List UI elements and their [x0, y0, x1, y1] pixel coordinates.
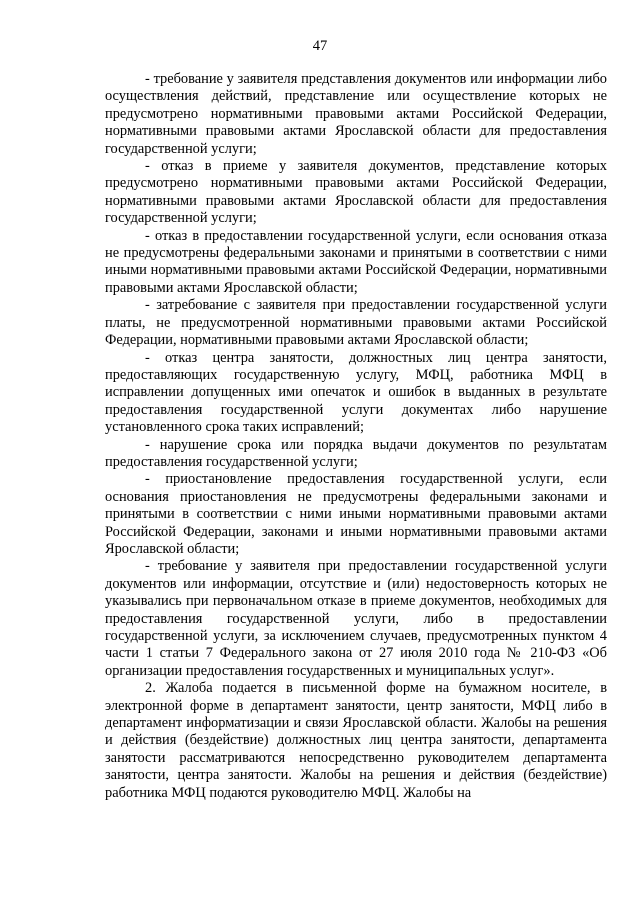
paragraph-list-item: - затребование с заявителя при предоставлении государственной услуги платы, не предусмотренной нормативными правовыми актами Российской Федерации, нормативными правовыми актами Ярославской области; — [105, 297, 607, 349]
paragraph-list-item: - приостановление предоставления государственной услуги, если основания приостановления не предусмотрены федеральными законами и принятыми в соответствии с ними иными нормативными правовыми актами Российской Федерации, законами и иными нормативными правовыми актами Ярославской области; — [105, 471, 607, 557]
paragraph-numbered: 2. Жалоба подается в письменной форме на бумажном носителе, в электронной форме в департамент занятости, центр занятости, МФЦ либо в департамент информатизации и связи Ярославской области. Жалобы на решения и действия (бездействие) должностных лиц центра занятости, департамента занятости рассматриваются непосредственно руководителем департамента занятости, центра занятости. Жалобы на решения и действия (бездействие) работника МФЦ подаются руководителю МФЦ. Жалобы на — [105, 680, 607, 801]
paragraph-list-item: - отказ в предоставлении государственной услуги, если основания отказа не предусмотрены федеральными законами и принятыми в соответствии с ними иными нормативными правовыми актами Российской Федерации, нормативными правовыми актами Ярославской области; — [105, 227, 607, 296]
document-body — [105, 71, 607, 802]
paragraph-list-item: - требование у заявителя представления документов или информации либо осуществления действий, представление или осуществление которых не предусмотрено нормативными правовыми актами Российской Федерации, нормативными правовыми актами Ярославской области для предоставления государственной услуги; — [105, 71, 607, 157]
paragraph-list-item: - отказ центра занятости, должностных лиц центра занятости, предоставляющих государственную услугу, МФЦ, работника МФЦ в исправлении допущенных ими опечаток и ошибок в выданных в результате предоставления государственной услуги документах либо нарушение установленного срока таких исправлений; — [105, 349, 607, 436]
paragraph-list-item: - отказ в приеме у заявителя документов, представление которых предусмотрено нормативными правовыми актами Российской Федерации, нормативными правовыми актами Ярославской области для предоставления государственной услуги; — [105, 158, 607, 227]
page-number: 47 — [312, 38, 328, 54]
paragraph-list-item: - нарушение срока или порядка выдачи документов по результатам предоставления государственной услуги; — [105, 436, 607, 470]
paragraph-list-item: - требование у заявителя при предоставлении государственной услуги документов или информации, отсутствие и (или) недостоверность которых не указывались при первоначальном отказе в приеме документов, необходимых для предоставления государственной услуги, либо в предоставлении государственной услуги, за исключением случаев, предусмотренных пунктом 4 части 1 статьи 7 Федерального закона от 27 июля 2010 года № 210-ФЗ «Об организации предоставления государственных и муниципальных услуг». — [105, 558, 607, 679]
